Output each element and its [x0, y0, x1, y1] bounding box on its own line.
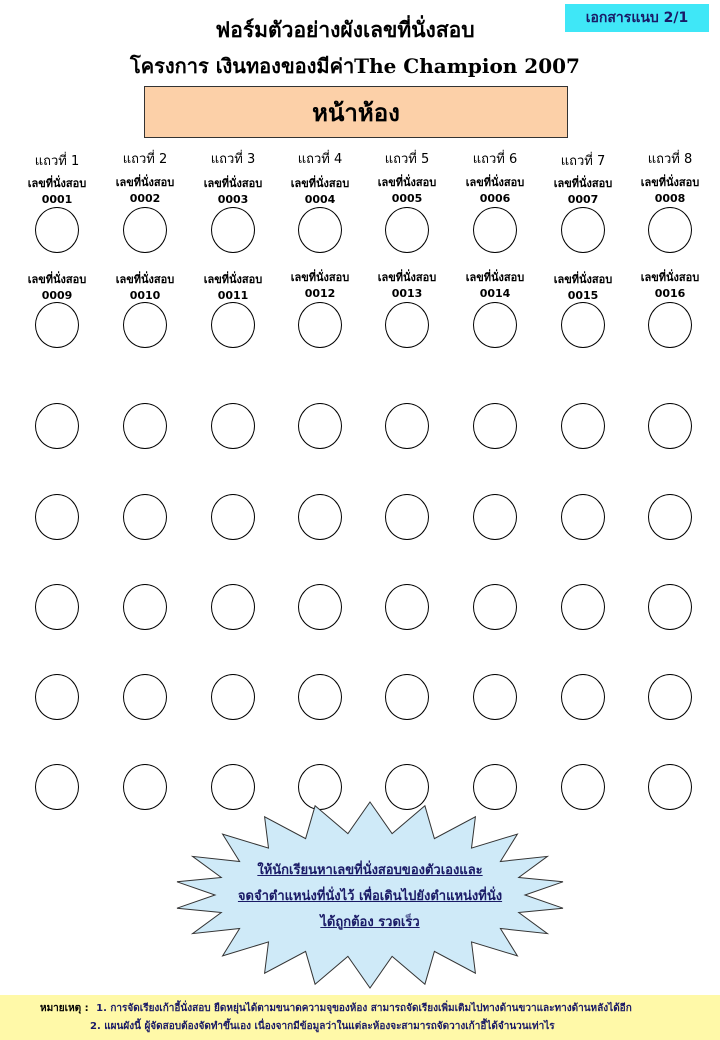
- seat-circle: [298, 674, 342, 720]
- row-label-3: แถวที่ 3: [210, 152, 256, 167]
- seat-circle: [211, 207, 255, 253]
- notice-line-1: ให้นักเรียนหาเลขที่นั่งสอบของตัวเองและ: [257, 863, 483, 878]
- seat-label-0003: [188, 176, 278, 208]
- seat-caption: เลขที่นั่งสอบ: [290, 177, 350, 190]
- row-label-6: แถวที่ 6: [472, 152, 518, 167]
- seat-circle: [35, 494, 79, 540]
- seat-circle: [211, 674, 255, 720]
- seat-circle: [35, 207, 79, 253]
- seat-circle: [211, 584, 255, 630]
- seat-circle: [385, 674, 429, 720]
- seat-circle: [385, 207, 429, 253]
- seat-caption: เลขที่นั่งสอบ: [640, 271, 700, 284]
- seat-circle: [123, 207, 167, 253]
- seat-circle: [298, 584, 342, 630]
- seat-circle: [385, 584, 429, 630]
- seat-circle: [561, 674, 605, 720]
- seat-label-0009: [12, 272, 102, 304]
- seat-number: 0001: [41, 193, 73, 206]
- seat-circle: [648, 207, 692, 253]
- seat-circle: [385, 403, 429, 449]
- row-label-2: แถวที่ 2: [122, 152, 168, 167]
- seat-circle: [35, 674, 79, 720]
- seat-number: 0012: [304, 287, 336, 300]
- footer-heading: หมายเหตุ :: [40, 1003, 89, 1014]
- seat-circle: [35, 584, 79, 630]
- seat-circle: [561, 207, 605, 253]
- seat-circle: [298, 207, 342, 253]
- seat-circle: [211, 494, 255, 540]
- seat-label-0004: [275, 176, 365, 208]
- seat-circle: [385, 302, 429, 348]
- seat-circle: [648, 764, 692, 810]
- seat-circle: [35, 764, 79, 810]
- seat-circle: [123, 302, 167, 348]
- project-title: โครงการ เงินทองของมีค่าThe Champion 2007: [130, 54, 580, 78]
- row-label-7: แถวที่ 7: [560, 154, 606, 169]
- seat-number: 0013: [391, 287, 423, 300]
- seat-circle: [648, 403, 692, 449]
- row-label-8: แถวที่ 8: [647, 152, 693, 167]
- seat-caption: เลขที่นั่งสอบ: [640, 176, 700, 189]
- footer-note-1: [40, 1001, 720, 1016]
- seat-label-0014: [450, 270, 540, 302]
- seat-number: 0004: [304, 193, 336, 206]
- seat-circle: [123, 674, 167, 720]
- seat-number: 0008: [654, 192, 686, 205]
- seat-circle: [648, 302, 692, 348]
- seat-number: 0006: [479, 192, 511, 205]
- seat-circle: [298, 403, 342, 449]
- seat-number: 0011: [217, 289, 249, 302]
- seat-circle: [473, 302, 517, 348]
- seat-circle: [211, 302, 255, 348]
- row-label-4: แถวที่ 4: [297, 152, 343, 167]
- seat-label-0015: [538, 272, 628, 304]
- seat-caption: เลขที่นั่งสอบ: [203, 273, 263, 286]
- seat-caption: เลขที่นั่งสอบ: [465, 271, 525, 284]
- seat-caption: เลขที่นั่งสอบ: [27, 177, 87, 190]
- seat-circle: [123, 494, 167, 540]
- seat-circle: [473, 207, 517, 253]
- seat-circle: [385, 494, 429, 540]
- seat-number: 0010: [129, 289, 161, 302]
- notice-line-2: จดจำตำแหน่งที่นั่งไว้ เพื่อเดินไปยังตำแหน่งที่นั่ง: [237, 889, 503, 904]
- seat-number: 0015: [567, 289, 599, 302]
- footer-notes: [0, 995, 720, 1040]
- seat-label-0002: [100, 175, 190, 207]
- seat-circle: [561, 494, 605, 540]
- seat-circle: [123, 403, 167, 449]
- seat-circle: [211, 403, 255, 449]
- seat-circle: [298, 302, 342, 348]
- footer-note-1-text: 1. การจัดเรียงเก้าอี้นั่งสอบ ยืดหยุ่นได้ตามขนาดความจุของห้อง สามารถจัดเรียงเพิ่มเติมไปทางด้านขวาและทางด้านหลังได้อีก: [96, 1003, 632, 1014]
- seat-label-0016: [625, 270, 715, 302]
- seat-circle: [123, 584, 167, 630]
- seat-circle: [648, 674, 692, 720]
- seat-label-0012: [275, 270, 365, 302]
- seat-caption: เลขที่นั่งสอบ: [27, 273, 87, 286]
- seat-label-0005: [362, 175, 452, 207]
- seat-number: 0003: [217, 193, 249, 206]
- seat-circle: [473, 494, 517, 540]
- seat-label-0011: [188, 272, 278, 304]
- seat-number: 0007: [567, 193, 599, 206]
- notice-line-3: ได้ถูกต้อง รวดเร็ว: [320, 915, 420, 930]
- seat-caption: เลขที่นั่งสอบ: [115, 273, 175, 286]
- seat-circle: [35, 403, 79, 449]
- seat-circle: [473, 403, 517, 449]
- seat-circle: [561, 403, 605, 449]
- seat-caption: เลขที่นั่งสอบ: [377, 271, 437, 284]
- seat-number: 0002: [129, 192, 161, 205]
- seat-caption: เลขที่นั่งสอบ: [115, 176, 175, 189]
- seat-circle: [123, 764, 167, 810]
- seat-circle: [648, 494, 692, 540]
- attachment-badge: เอกสารแนบ 2/1: [565, 4, 709, 32]
- seat-caption: เลขที่นั่งสอบ: [553, 177, 613, 190]
- footer-note-2: 2. แผนผังนี้ ผู้จัดสอบต้องจัดทำขึ้นเอง เนื่องจากมีข้อมูลว่าในแต่ละห้องจะสามารถจัดวางเก้าอี้ได้จำนวนเท่าไร: [90, 1021, 555, 1032]
- seat-circle: [561, 584, 605, 630]
- seat-circle: [648, 584, 692, 630]
- seat-caption: เลขที่นั่งสอบ: [377, 176, 437, 189]
- seat-label-0008: [625, 175, 715, 207]
- seat-caption: เลขที่นั่งสอบ: [465, 176, 525, 189]
- row-label-5: แถวที่ 5: [384, 152, 430, 167]
- seat-circle: [561, 302, 605, 348]
- seat-number: 0005: [391, 192, 423, 205]
- notice-text: [170, 858, 570, 936]
- seat-number: 0016: [654, 287, 686, 300]
- seat-caption: เลขที่นั่งสอบ: [203, 177, 263, 190]
- seat-circle: [473, 584, 517, 630]
- seat-caption: เลขที่นั่งสอบ: [553, 273, 613, 286]
- seat-label-0010: [100, 272, 190, 304]
- seat-label-0001: [12, 176, 102, 208]
- seat-circle: [298, 494, 342, 540]
- seat-label-0006: [450, 175, 540, 207]
- form-title: ฟอร์มตัวอย่างผังเลขที่นั่งสอบ: [215, 17, 475, 42]
- row-label-1: แถวที่ 1: [34, 154, 80, 169]
- seat-label-0007: [538, 176, 628, 208]
- front-of-room-label: หน้าห้อง: [144, 86, 568, 138]
- seat-label-0013: [362, 270, 452, 302]
- seat-circle: [35, 302, 79, 348]
- seat-number: 0014: [479, 287, 511, 300]
- seat-number: 0009: [41, 289, 73, 302]
- seat-caption: เลขที่นั่งสอบ: [290, 271, 350, 284]
- seat-circle: [473, 674, 517, 720]
